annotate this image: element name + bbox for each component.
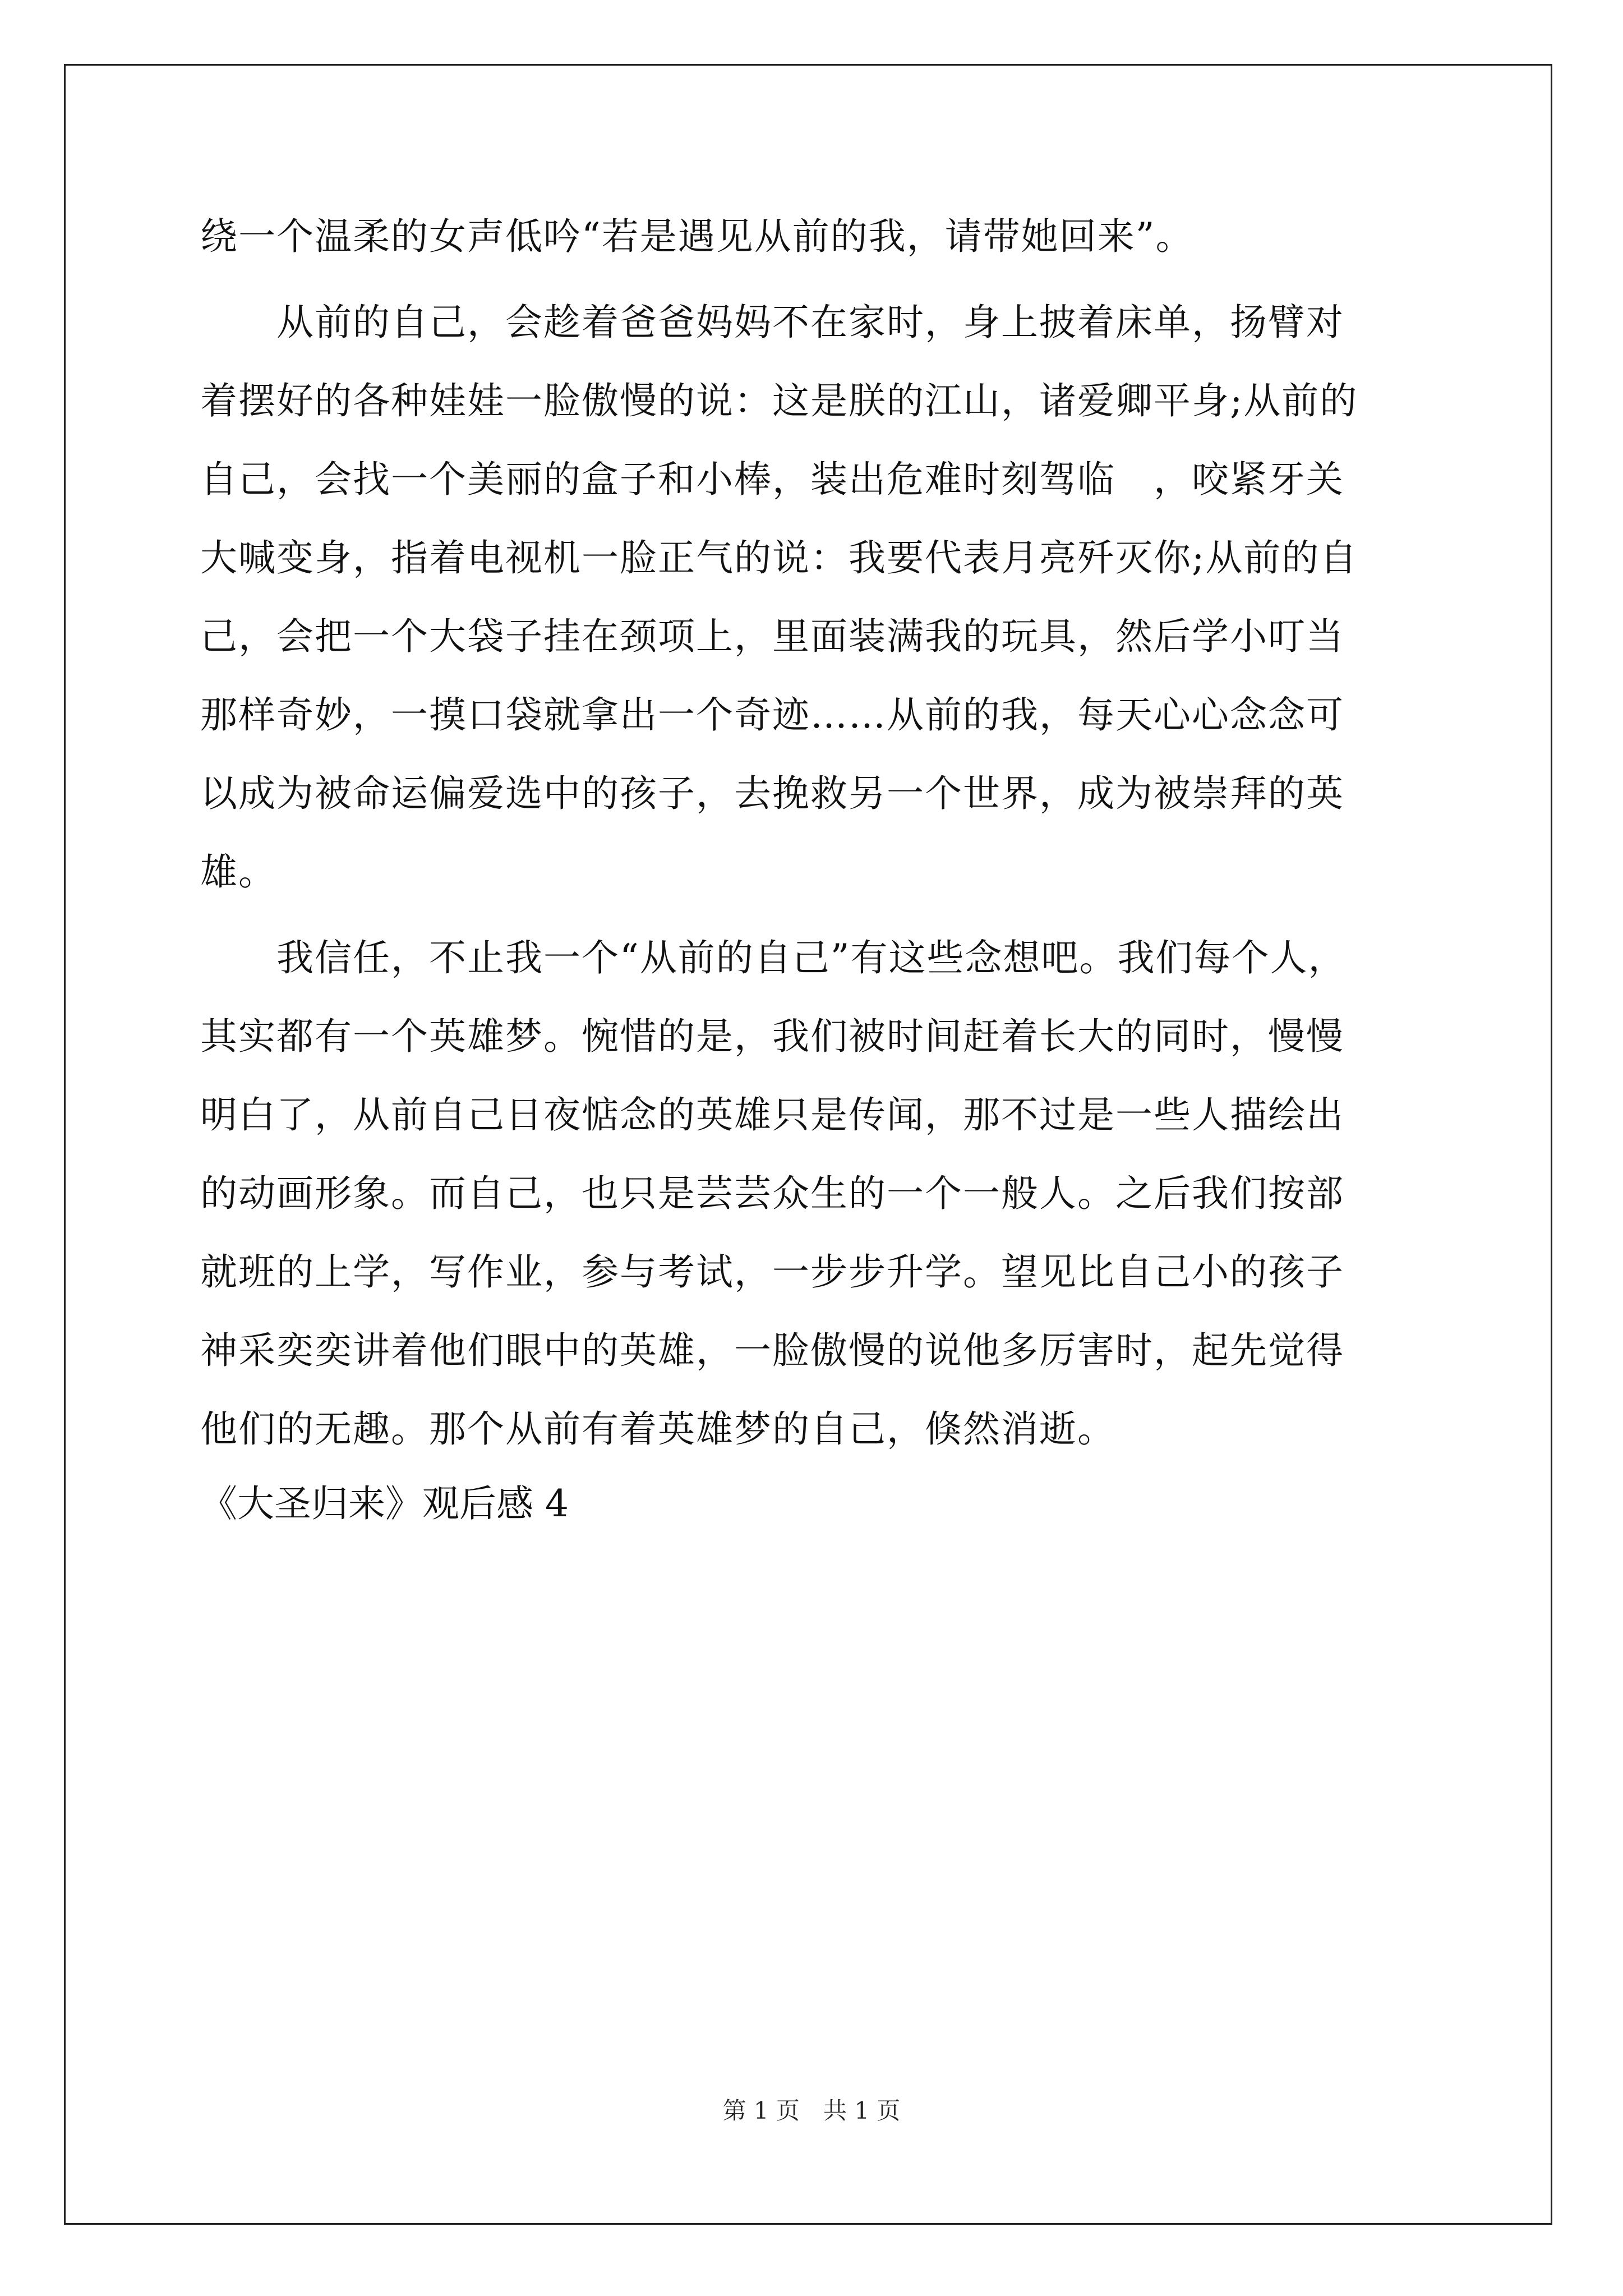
body-text-line: 从前的自己，会趁着爸爸妈妈不在家时，身上披着床单，扬臂对 bbox=[200, 301, 1344, 344]
body-text-line: 以成为被命运偏爱选中的孩子，去挽救另一个世界，成为被崇拜的英 bbox=[200, 772, 1344, 815]
body-text-line: 的动画形象。而自己，也只是芸芸众生的一个一般人。之后我们按部 bbox=[200, 1172, 1344, 1215]
body-text-line: 着摆好的各种娃娃一脸傲慢的说：这是朕的江山，诸爱卿平身;从前的 bbox=[200, 379, 1358, 422]
body-text-line: 己，会把一个大袋子挂在颈项上，里面装满我的玩具，然后学小叮当 bbox=[200, 615, 1344, 658]
body-text-line: 大喊变身，指着电视机一脸正气的说：我要代表月亮歼灭你;从前的自 bbox=[200, 536, 1358, 579]
body-text-line: 我信任，不止我一个“从前的自己”有这些念想吧。我们每个人， bbox=[200, 936, 1347, 979]
page-footer: 第 1 页 共 1 页 bbox=[722, 2097, 901, 2124]
body-text-line: 他们的无趣。那个从前有着英雄梦的自己，倏然消逝。 bbox=[200, 1407, 1115, 1451]
body-text-line: 那样奇妙，一摸口袋就拿出一个奇迹……从前的我，每天心心念念可 bbox=[200, 693, 1344, 737]
body-text-line: 雄。 bbox=[200, 850, 276, 894]
body-text-line: 神采奕奕讲着他们眼中的英雄，一脸傲慢的说他多厉害时，起先觉得 bbox=[200, 1329, 1344, 1372]
body-text-line: 绕一个温柔的女声低吟“若是遇见从前的我，请带她回来”。 bbox=[200, 215, 1194, 258]
body-text-line: 就班的上学，写作业，参与考试，一步步升学。望见比自己小的孩子 bbox=[200, 1250, 1344, 1294]
body-text-line: 明白了，从前自己日夜惦念的英雄只是传闻，那不过是一些人描绘出 bbox=[200, 1093, 1344, 1137]
section-heading: 《大圣归来》观后感 4 bbox=[200, 1482, 569, 1525]
body-text-line: 自己，会找一个美丽的盒子和小棒，装出危难时刻驾临 ，咬紧牙关 bbox=[200, 458, 1344, 501]
body-text-line: 其实都有一个英雄梦。惋惜的是，我们被时间赶着长大的同时，慢慢 bbox=[200, 1015, 1344, 1058]
